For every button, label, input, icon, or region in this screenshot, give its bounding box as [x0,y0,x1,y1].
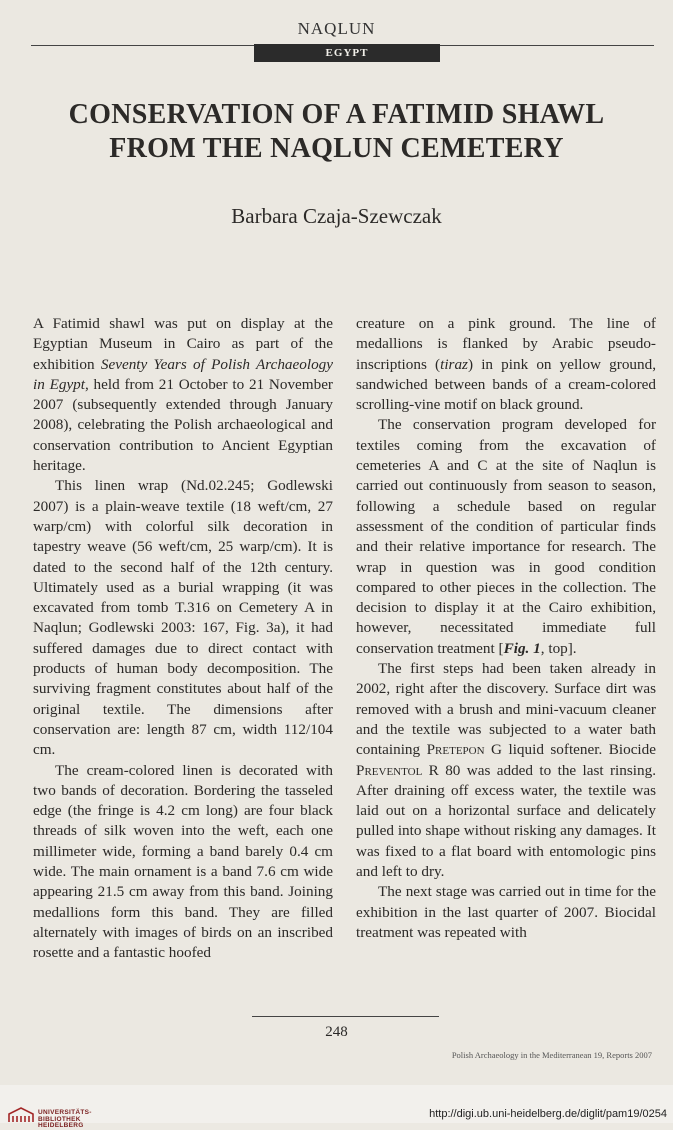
body-paragraph: The conservation program developed for textiles coming from the excavation of cemeteries A and C at the site of Naqlun is carried out continuously from season to season, following a schedule based on regular assessment of the condition of particular finds and their relative importance for research. The wrap in question was in good condition compared to other pieces in the collection. The decision to display it at the Cairo exhibition, however, necessitated immediate full conservation treatment [Fig. 1, top]. [356,416,656,657]
body-paragraph: creature on a pink ground. The line of medallions is flanked by Arabic pseudo-inscriptions (tiraz) in pink on yellow ground, sandwiched between bands of a cream-colored scrolling-vine motif on black ground. [356,315,657,414]
page-number: 248 [325,1024,348,1040]
body-paragraph: A Fatimid shawl was put on display at the Egyptian Museum in Cairo as part of the exhibition Seventy Years of Polish Archaeology in Egypt, held from 21 October to 21 November 2007 (subsequently extended through January 2008), celebrating the Polish archaeological and conservation contribution to Ancient Egyptian heritage. [33,315,334,475]
library-logo-icon [7,1107,35,1123]
library-name-line: HEIDELBERG [38,1122,84,1129]
article-author: Barbara Czaja-Szewczak [231,204,442,228]
body-column-left [33,314,333,964]
article-title: CONSERVATION OF A FATIMID SHAWL FROM THE NAQLUN CEMETERY [68,99,605,164]
running-head: NAQLUN [297,19,376,38]
body-paragraph: The next stage was carried out in time for the exhibition in the last quarter of 2007. Biocidal treatment was repeated with [356,883,656,941]
library-name-line: UNIVERSITÄTS- [38,1109,92,1116]
library-name-line: BIBLIOTHEK [38,1115,81,1123]
body-paragraph: The first steps had been taken already in 2002, right after the discovery. Surface dirt was removed with a brush and mini-vacuum cleaner and the textile was subjected to a water bath containing Pretepon G liquid softener. Biocide Preventol R 80 was added to the last rinsing. After draining off excess water, the textile was laid out on a horizontal surface and delicately pulled into shape without risking any damages. It was fixed to a flat board with entomologic pins and left to dry. [356,660,656,881]
body-column-right [356,314,656,943]
source-url-link[interactable]: http://digi.ub.uni-heidelberg.de/diglit/pam19/0254 [429,1108,667,1120]
section-badge: EGYPT [254,44,440,62]
footer-rule [252,1016,439,1017]
body-paragraph: This linen wrap (Nd.02.245; Godlewski 2007) is a plain-weave textile (18 weft/cm, 27 warp/cm) with colorful silk decoration in tapestry weave (56 weft/cm, 25 warp/cm). It is dated to the second half of the 12th century. Ultimately used as a burial wrapping (it was excavated from tomb T.316 on Cemetery A in Naqlun; Godlewski 2003: 167, Fig. 3a), it had suffered damages due to direct contact with products of human body decomposition. The surviving fragment constitutes about half of the original textile. The dimensions after conservation are: length 87 cm, width 112/104 cm. [33,477,333,759]
journal-reference: Polish Archaeology in the Mediterranean 19, Reports 2007 [451,1050,652,1060]
library-name [38,1110,92,1130]
body-paragraph: The cream-colored linen is decorated with two bands of decoration. Bordering the tasseled edge (the fringe is 4.2 cm long) are four black threads of silk woven into the weft, each one millimeter wide, forming a band barely 0.4 cm wide. The main ornament is a band 7.6 cm wide appearing 21.5 cm away from this band. Joining medallions form this band. They are filled alternately with images of birds on an inscribed rosette and a fantastic hoofed [33,761,333,962]
